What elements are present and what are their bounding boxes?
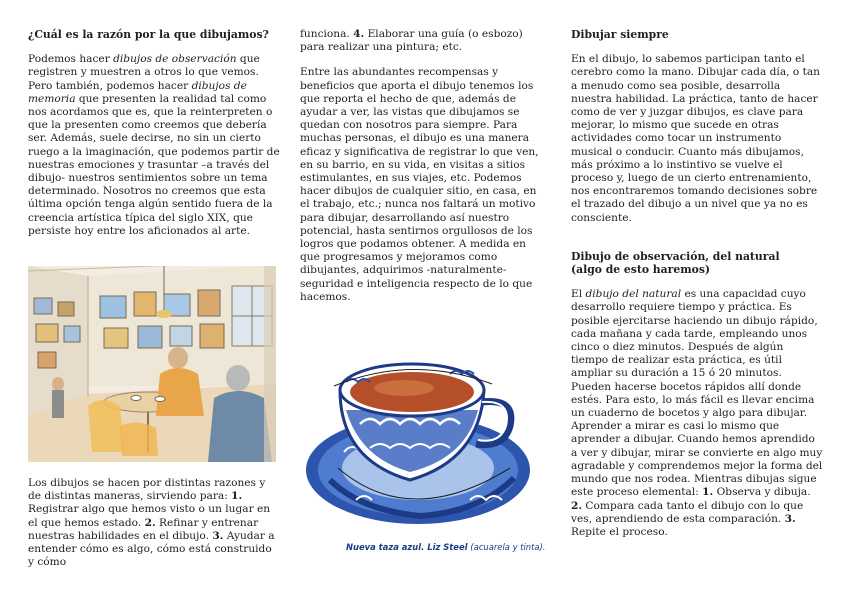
text-run: Registrar algo que hemos visto o un lugar en el que hemos estado. (28, 503, 271, 529)
column-left-lower (28, 477, 280, 569)
illustration-caption (346, 542, 545, 552)
text-run: que presenten la realidad tal como nos acordamos que es, que la reinterpreten o que la presenten como creemos que debería ser. Además, suele decirse, no sin un cierto ruego a la imaginación, que podemos partir de nuestras emociones y trasuntar –a través del dibujo- nuestros sentimientos sobre un tema determinado. Nosotros no creemos que esta última opción tenga algún sentido fuera de la creencia artística típica del siglo XIX, que persiste hoy entre los aficionados al arte. (28, 92, 280, 237)
heading-line: (algo de esto haremos) (571, 263, 711, 277)
list-number: 4. (353, 28, 365, 40)
teacup-sketch-illustration (300, 340, 548, 536)
heading-line: Dibujo de observación, del natural (571, 249, 780, 263)
paragraph-benefits: Entre las abundantes recompensas y beneficios que aporta el dibujo tenemos los que reporta el hecho de que, además de ayudar a ver, las vistas que dibujamos se quedan con nosotros para siempre. Para muchas personas, el dibujo es una manera eficaz y significativa de registrar lo que ven, en su barrio, en su vida, en visitas a sitios estimulantes, en sus viajes, etc. Podemos hacer dibujos de cualquier sitio, en casa, en el trabajo, etc.; nunca nos faltará un motivo para dibujar, desarrollando así nuestro potencial, hasta sentirnos orgullosos de los logros que podamos obtener. A medida en que progresamos y mejoramos como dibujantes, adquirimos -naturalmente- seguridad e inteligencia respecto de lo que hacemos. (300, 66, 539, 303)
emphasis-observation: dibujos de observación (113, 53, 237, 66)
list-number: 1. (231, 490, 243, 503)
text-run: es una capacidad cuyo desarrollo requiere tiempo y práctica. Es posible ejercitarse haciendo un dibujo rápido, cada mañana y cada tarde, empleando unos cinco o diez minutos. Después de algún tiempo de realizar esta práctica, es útil ampliar su duración a 15 ó 20 minutos. Pueden hacerse bocetos rápidos allí donde estés. Para esto, lo más fácil es llevar encima un cuaderno de bocetos y algo para dibujar. Aprender a mirar es casi lo mismo que aprender a dibujar. Cuando hemos aprendido a ver y dibujar, mirar se convierte en algo muy agradable y comprendemos mejor la forma del mundo que nos rodea. Mientras dibujas sigue este proceso elemental: (571, 288, 823, 499)
paragraph-natural-drawing (571, 288, 823, 539)
caption-technique: (acuarela y tinta). (470, 542, 546, 552)
text-run: El (571, 288, 586, 301)
list-number: 3. (212, 529, 224, 542)
text-run: Observa y dibuja. (713, 486, 811, 499)
heading-why-draw: ¿Cuál es la razón por la que dibujamos? (28, 28, 269, 41)
paragraph-continuation (300, 28, 548, 54)
text-run: Ayudar a entender cómo es algo, cómo está construido y cómo (28, 529, 275, 569)
list-number: 2. (144, 516, 156, 529)
column-right (571, 28, 823, 551)
paragraph-observation-memory (28, 53, 280, 238)
text-run: funciona. (300, 28, 354, 40)
text-run: Repite el proceso. (571, 525, 668, 538)
column-middle (300, 28, 548, 316)
text-run: Compara cada tanto el dibujo con lo que ves, aprendiendo de esta comparación. (571, 499, 804, 525)
cafe-sketch-illustration (28, 266, 276, 462)
list-number: 1. (702, 486, 714, 499)
caption-title: Nueva taza azul. Liz Steel (346, 542, 468, 552)
heading-observation-drawing (571, 250, 823, 276)
text-run: Elaborar una guía (o esbozo) para realizar una pintura; etc. (300, 28, 523, 54)
emphasis-memory: dibujos de memoria (28, 79, 247, 105)
text-run: Los dibujos se hacen por distintas razones y de distintas maneras, sirviendo para: (28, 477, 266, 503)
text-run: Podemos hacer (28, 53, 114, 66)
paragraph-reasons (28, 477, 280, 569)
list-number: 3. (784, 512, 796, 525)
emphasis-natural: dibujo del natural (585, 288, 682, 301)
list-number: 2. (571, 499, 583, 512)
text-run: que registren y muestren a otros lo que vemos. Pero también, podemos hacer (28, 53, 260, 92)
heading-draw-always: Dibujar siempre (571, 28, 669, 41)
text-run: Refinar y entrenar nuestras habilidades en el dibujo. (28, 516, 259, 542)
column-left (28, 28, 280, 250)
paragraph-practice: En el dibujo, lo sabemos participan tanto el cerebro como la mano. Dibujar cada día, o tan a menudo como sea posible, desarrolla nuestra habilidad. La práctica, tanto de hacer como de ver y juzgar dibujos, es clave para mejorar, lo mismo que sucede en otras actividades como tocar un instrumento musical o conducir. Cuanto más dibujamos, más próximo a lo instintivo se vuelve el proceso y, luego de un cierto entrenamiento, nos encontraremos tomando decisiones sobre el trazado del dibujo a un nivel que ya no es consciente. (571, 53, 821, 224)
